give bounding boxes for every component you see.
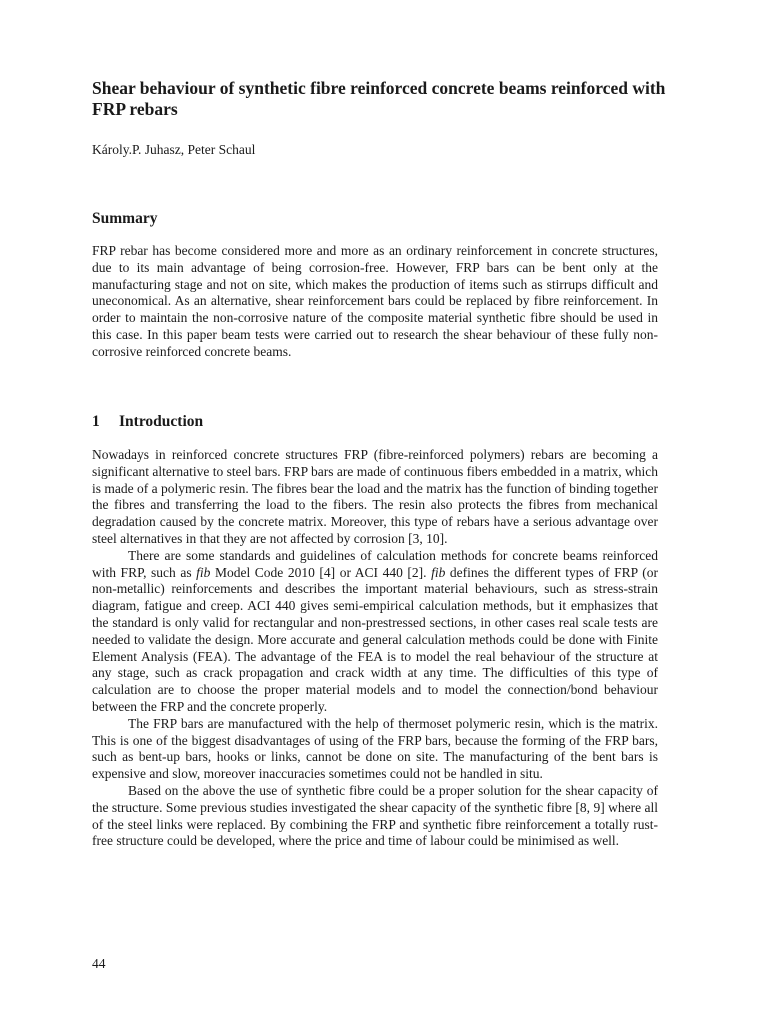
summary-paragraph: FRP rebar has become considered more and more as an ordinary reinforcement in concrete structures, due to its main advantage of being corrosion-free. However, FRP bars can be bent only at the manufacturing stage and not on site, which makes the production of items such as stirrups difficult and uneconomical. As an alternative, shear reinforcement bars could be replaced by fibre reinforcement. In order to maintain the non-corrosive nature of the composite material synthetic fibre should be used in this case. In this paper beam tests were carried out to research the shear behaviour of these fully non-corrosive reinforced concrete beams. [92, 243, 658, 359]
paper-authors: Károly.P. Juhasz, Peter Schaul [92, 142, 256, 157]
page-number: 44 [92, 956, 106, 971]
introduction-section [92, 447, 658, 850]
section-number: 1 [92, 413, 100, 430]
fib-italic-2: fib [431, 564, 446, 580]
paper-title: Shear behaviour of synthetic fibre reinforced concrete beams reinforced with FRP rebars [92, 78, 666, 119]
intro-paragraph-4: Based on the above the use of synthetic fibre could be a proper solution for the shear capacity of the structure. Some previous studies investigated the shear capacity of the synthetic fibre [8, 9] where all of the steel links were replaced. By combining the FRP and synthetic fibre reinforcement a totally rust-free structure could be developed, where the price and time of labour could be minimised as well. [92, 782, 658, 849]
intro-paragraph-3: The FRP bars are manufactured with the help of thermoset polymeric resin, which is the matrix. This is one of the biggest disadvantages of using of the FRP bars, because the forming of the FRP bars, such as bent-up bars, hooks or links, cannot be done on site. The manufacturing of the bent bars is expensive and slow, moreover inaccuracies sometimes could not be handled in situ. [92, 715, 658, 782]
summary-section [92, 243, 658, 361]
intro-paragraph-2 [92, 548, 658, 716]
fib-italic-1: fib [196, 564, 211, 580]
intro-paragraph-1: Nowadays in reinforced concrete structures FRP (fibre-reinforced polymers) rebars are becoming a significant alternative to steel bars. FRP bars are made of continuous fibers embedded in a matrix, which is made of a polymeric resin. The fibres bear the load and the matrix has the function of binding together the fibres and transferring the load to the fibers. The resin also protects the fibres from mechanical degradation caused by the concrete matrix. Moreover, this type of rebars have a serious advantage over steel alternatives in that they are not affected by corrosion [3, 10]. [92, 447, 658, 546]
intro-p2-text-b: Model Code 2010 [4] or ACI 440 [2]. [210, 564, 432, 580]
intro-p2-text-c: defines the different types of FRP (or non-metallic) reinforcements and describes the important material behaviours, such as stress-strain diagram, fatigue and creep. ACI 440 gives semi-empirical calculation methods, but it emphasizes that the standard is only valid for rectangular and non-prestressed sections, in other cases real scale tests are needed to validate the design. More accurate and general calculation methods could be done with Finite Element Analysis (FEA). The advantage of the FEA is to model the real behaviour of the structure at any stage, such as crack propagation and crack width at any time. The difficulties of this type of calculation are to choose the proper material models and to model the connection/bond behaviour between the FRP and the concrete properly. [92, 564, 658, 714]
introduction-heading [92, 412, 203, 431]
section-title: Introduction [119, 413, 204, 430]
summary-heading: Summary [92, 210, 158, 227]
intro-p2-text-a: There are some standards and guidelines of calculation methods for concrete beams reinforced with FRP, such as [92, 547, 658, 580]
